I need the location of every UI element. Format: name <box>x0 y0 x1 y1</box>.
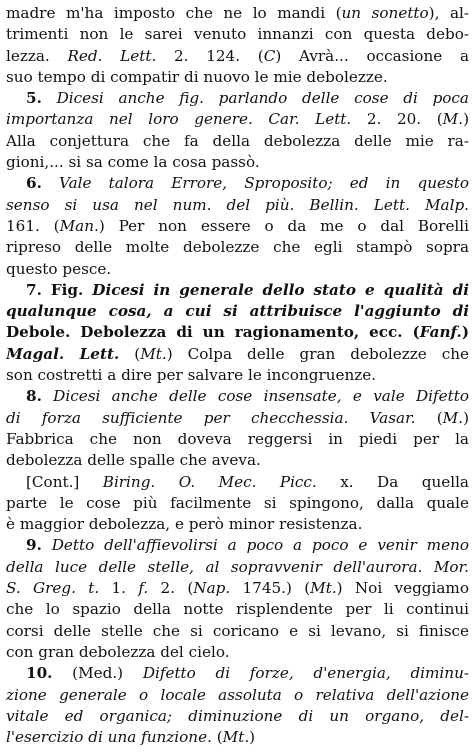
text-segment: 1745.) ( <box>230 579 311 598</box>
text-line <box>6 301 469 322</box>
text-line <box>6 216 469 237</box>
text-line <box>6 472 469 493</box>
text-segment: ) <box>249 728 256 747</box>
text-segment: questo pesce. <box>6 259 112 278</box>
text-segment: x. Da quella <box>316 472 469 491</box>
text-segment: zione generale o locale assoluta o relativa dell'azione <box>6 685 469 704</box>
text-segment: 2. 124. ( <box>156 46 264 65</box>
text-segment: Vale talora Errore, Sproposito; ed in questo <box>41 174 469 193</box>
text-line <box>6 386 469 407</box>
text-segment: 9. <box>26 536 42 555</box>
text-line <box>6 642 469 663</box>
text-segment: [Cont.] <box>26 472 103 491</box>
text-line <box>6 280 469 301</box>
text-segment: 8. <box>26 387 42 406</box>
text-segment: ), al- <box>428 4 469 22</box>
text-segment: M. <box>442 408 464 427</box>
text-line <box>6 24 469 45</box>
text-line <box>6 195 469 216</box>
text-line <box>6 514 469 535</box>
dictionary-entry-text <box>6 3 469 748</box>
text-segment: Mt. <box>310 579 337 598</box>
text-line <box>6 173 469 194</box>
text-line <box>6 88 469 109</box>
text-line <box>6 493 469 514</box>
text-segment: con gran debolezza del cielo. <box>6 642 230 661</box>
text-line <box>6 408 469 429</box>
text-segment: Dicesi anche fig. parlando delle cose di poca <box>41 89 469 108</box>
text-segment: S. Greg. t. <box>6 579 100 598</box>
text-line <box>6 706 469 727</box>
text-line <box>6 535 469 556</box>
text-segment: Debole. Debolezza di un ragionamento, ecc. ( <box>6 323 420 342</box>
text-segment: qualunque cosa, a cui si attribuisce l'aggiunto di <box>6 302 469 321</box>
text-segment: Magal. Lett. <box>6 344 120 363</box>
text-segment: gioni,... si sa come la cosa passò. <box>6 153 260 172</box>
text-line <box>6 727 469 748</box>
text-segment: ) Per non essere o da me o dal Borelli <box>98 216 469 235</box>
text-segment: vitale ed organica; diminuzione di un organo, del- <box>6 706 469 725</box>
text-segment: ( <box>211 728 223 747</box>
text-segment: son costretti a dire per salvare le incongruenze. <box>6 366 377 385</box>
text-segment: madre m'ha imposto che ne lo mandi ( <box>6 4 342 22</box>
text-line <box>6 67 469 88</box>
text-line <box>6 663 469 684</box>
text-line <box>6 109 469 130</box>
text-segment: 161. ( <box>6 216 60 235</box>
text-segment: Dicesi anche delle cose insensate, e vale Difetto <box>41 387 469 406</box>
text-line <box>6 237 469 258</box>
text-line <box>6 131 469 152</box>
text-segment: senso si usa nel num. del più. Bellin. Lett. Malp. <box>6 195 469 214</box>
text-segment: ) Colpa delle gran debolezze che <box>166 344 469 363</box>
text-segment: un sonetto <box>341 4 429 22</box>
text-line <box>6 557 469 578</box>
text-line <box>6 429 469 450</box>
text-segment: che lo spazio della notte risplendente per li continui <box>6 600 469 619</box>
text-segment: ripreso delle molte debolezze che egli stampò sopra <box>6 238 469 257</box>
text-segment: è maggior debolezza, e però minor resistenza. <box>6 515 363 534</box>
text-segment: Man. <box>59 216 99 235</box>
text-segment: Biring. O. Mec. Picc. <box>102 472 317 491</box>
text-segment: suo tempo di compatir di nuovo le mie debolezze. <box>6 67 388 86</box>
text-segment: ) <box>463 408 469 427</box>
text-line <box>6 344 469 365</box>
text-segment: 5. <box>26 89 42 108</box>
text-segment: C <box>263 46 276 65</box>
text-segment: 1. <box>99 579 139 598</box>
text-segment: ) Noi veggiamo <box>336 579 469 598</box>
text-segment: Mt. <box>140 344 167 363</box>
text-segment: Dicesi in generale dello stato e qualità di <box>83 280 469 299</box>
text-segment: importanza nel loro genere. Car. Lett. <box>6 110 352 129</box>
text-segment: Alla conjettura che fa della debolezza delle mie ra- <box>6 131 469 150</box>
text-segment: Difetto di forze, d'energia, diminu- <box>142 664 469 683</box>
text-segment: ( <box>415 408 443 427</box>
text-segment: ) <box>461 323 469 342</box>
text-segment: Detto dell'affievolirsi a poco a poco e venir meno <box>41 536 469 555</box>
text-segment: di forza sufficiente per checchessia. Vasar. <box>6 408 416 427</box>
text-segment: 6. <box>26 174 42 193</box>
text-segment: della luce delle stelle, al sopravvenir dell'aurora. Mor. <box>6 557 469 576</box>
text-segment: corsi delle stelle che si coricano e si levano, si finisce <box>6 621 469 640</box>
text-segment: parte le cose più facilmente si spingono, dalla quale <box>6 493 469 512</box>
text-line <box>6 46 469 67</box>
text-segment: ( <box>119 344 141 363</box>
text-segment: Fabbrica che non doveva reggersi in piedi per la <box>6 429 469 448</box>
text-segment: 2. ( <box>148 579 194 598</box>
text-line <box>6 259 469 280</box>
text-segment: f. <box>138 579 149 598</box>
text-segment: ) <box>463 110 469 129</box>
text-segment: 10. <box>26 664 53 683</box>
text-segment: M. <box>442 110 464 129</box>
text-line <box>6 322 469 343</box>
text-line <box>6 152 469 173</box>
text-segment: l'esercizio di una funzione. <box>6 728 212 747</box>
text-segment: (Med.) <box>52 664 143 683</box>
text-line <box>6 599 469 620</box>
text-line <box>6 3 469 24</box>
text-line <box>6 621 469 642</box>
text-segment: Nap. <box>193 579 231 598</box>
text-segment: 2. 20. ( <box>351 110 443 129</box>
text-line <box>6 685 469 706</box>
text-segment: debolezza delle spalle che aveva. <box>6 451 261 470</box>
text-segment: Fanf. <box>419 323 462 342</box>
text-segment: Red. Lett. <box>67 46 157 65</box>
text-segment: trimenti non le sarei venuto innanzi con questa debo- <box>6 25 469 44</box>
text-segment: Mt. <box>222 728 250 747</box>
text-segment: ) Avrà... occasione a <box>275 46 469 65</box>
text-segment: lezza. <box>6 46 68 65</box>
text-line <box>6 365 469 386</box>
text-line <box>6 578 469 599</box>
text-segment: 7. Fig. <box>26 280 84 299</box>
text-line <box>6 450 469 471</box>
